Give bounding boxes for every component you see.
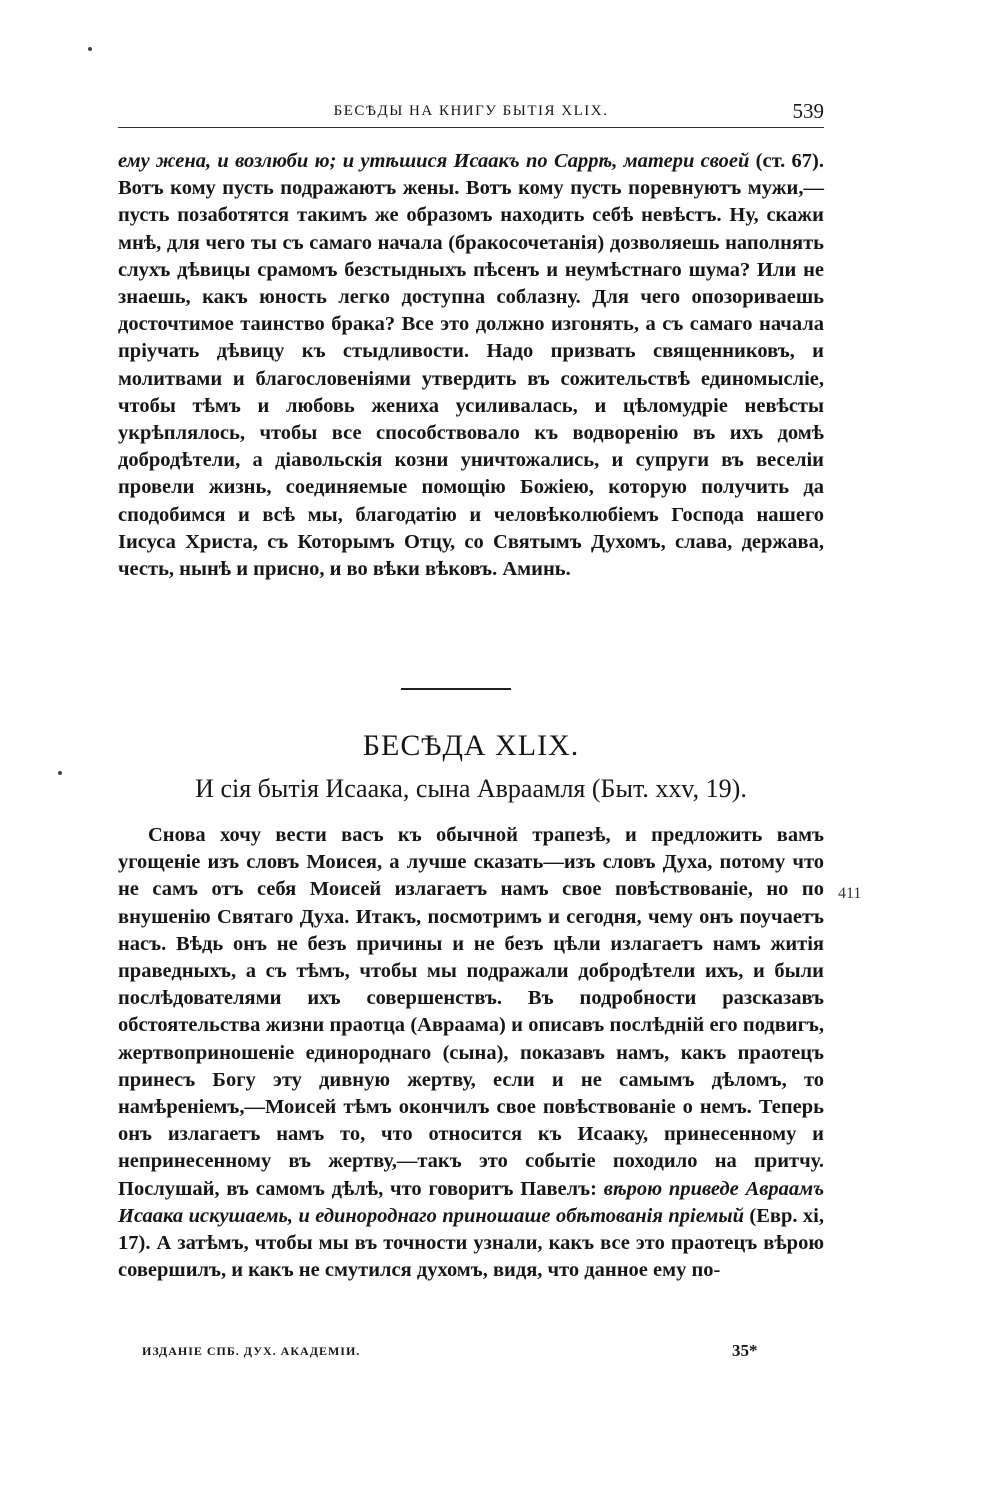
running-header: [118, 101, 824, 125]
header-rule: [118, 127, 824, 128]
continuation-paragraph: [118, 148, 824, 583]
footer-signature: 35*: [732, 1341, 758, 1360]
print-speck: [58, 771, 62, 775]
running-title: БЕСѢДЫ НА КНИГУ БЫТІЯ XLIX.: [333, 103, 609, 119]
paragraph-text: Снова хочу вести васъ къ обычной трапезѣ, и предложить вамъ угощеніе изъ словъ Моисея, а лучше сказать—изъ словъ Духа, потому что не самъ отъ себя Моисей излагаетъ намъ свое повѣствованіе, но по внушенію Святаго Духа. Итакъ, посмотримъ и сегодня, чему онъ поучаетъ насъ. Вѣдь онъ не безъ причины и не безъ цѣли излагаетъ намъ житія праведныхъ, а съ тѣмъ, чтобы мы подражали добродѣтели ихъ, и были послѣдователями ихъ совершенствъ. Въ подробности разсказавъ обстоятельства жизни праотца (Авраама) и описавъ послѣдній его подвигъ, жертвоприношеніе единороднаго (сына), показавъ намъ, какъ праотецъ принесъ Богу эту дивную жертву, если и не самымъ дѣломъ, то намѣреніемъ,—Моисей тѣмъ окончилъ свое повѣствованіе о немъ. Теперь онъ излагаетъ намъ то, что относится къ Исааку, принесенному и непринесенному въ жертву,—такъ это событіе походило на притчу. Послушай, въ самомъ дѣлѣ, что говоритъ Павелъ:: [118, 824, 824, 1200]
paragraph-text: (Евр. xi, 17). А затѣмъ, чтобы мы въ точности узнали, какъ все это праотецъ вѣрою совершилъ, и какъ не смутился духомъ, видя, что данное ему по-: [118, 1204, 825, 1282]
scripture-quote: вѣрою приведе Авраамъ Исаака искушаемь, и единороднаго приношаше обѣтованія пріемый: [118, 1177, 825, 1227]
page-footer: [118, 1341, 824, 1363]
section-separator: [401, 688, 511, 690]
homily-paragraph: [118, 822, 824, 1284]
print-speck: [88, 47, 92, 51]
scripture-quote: ему жена, и возлюби ю; и утѣшися Исаакъ по Саррѣ, матери своей: [118, 150, 750, 172]
homily-epigraph: И сія бытія Исаака, сына Авраамля (Быт. xxv, 19).: [195, 774, 747, 803]
homily-title: БЕСѢДА XLIX.: [362, 729, 580, 762]
footer-imprint: ИЗДАНІЕ СПБ. ДУХ. АКАДЕМІИ.: [142, 1344, 361, 1358]
paragraph-text: (ст. 67). Вотъ кому пусть подражаютъ жены. Вотъ кому пусть поревнуютъ мужи,—пусть позаботятся такимъ же образомъ находить себѣ невѣстъ. Ну, скажи мнѣ, для чего ты съ самаго начала (бракосочетанія) дозволяешь наполнять слухъ дѣвицы срамомъ безстыдныхъ пѣсенъ и неумѣстнаго шума? Или не знаешь, какъ юность легко доступна соблазну. Для чего опозориваешь досточтимое таинство брака? Все это должно изгонять, а съ самаго начала пріучать дѣвицу къ стыдливости. Надо призвать священниковъ, и молитвами и благословеніями утвердить въ сожительствѣ единомысліе, чтобы тѣмъ и любовь жениха усиливалась, и цѣломудріе невѣсты укрѣплялось, чтобы все способствовало къ водворенію въ ихъ домѣ добродѣтели, а діавольскія козни уничтожались, и супруги въ веселіи провели жизнь, соединяемые помощію Божіею, которую получить да сподобимся и всѣ мы, благодатію и человѣколюбіемъ Господа нашего Іисуса Христа, съ Которымъ Отцу, со Святымъ Духомъ, слава, держава, честь, нынѣ и присно, и во вѣки вѣковъ. Аминь.: [118, 150, 824, 581]
margin-page-reference: 411: [838, 885, 862, 902]
page-number: 539: [792, 99, 824, 123]
document-page: [118, 0, 824, 1487]
